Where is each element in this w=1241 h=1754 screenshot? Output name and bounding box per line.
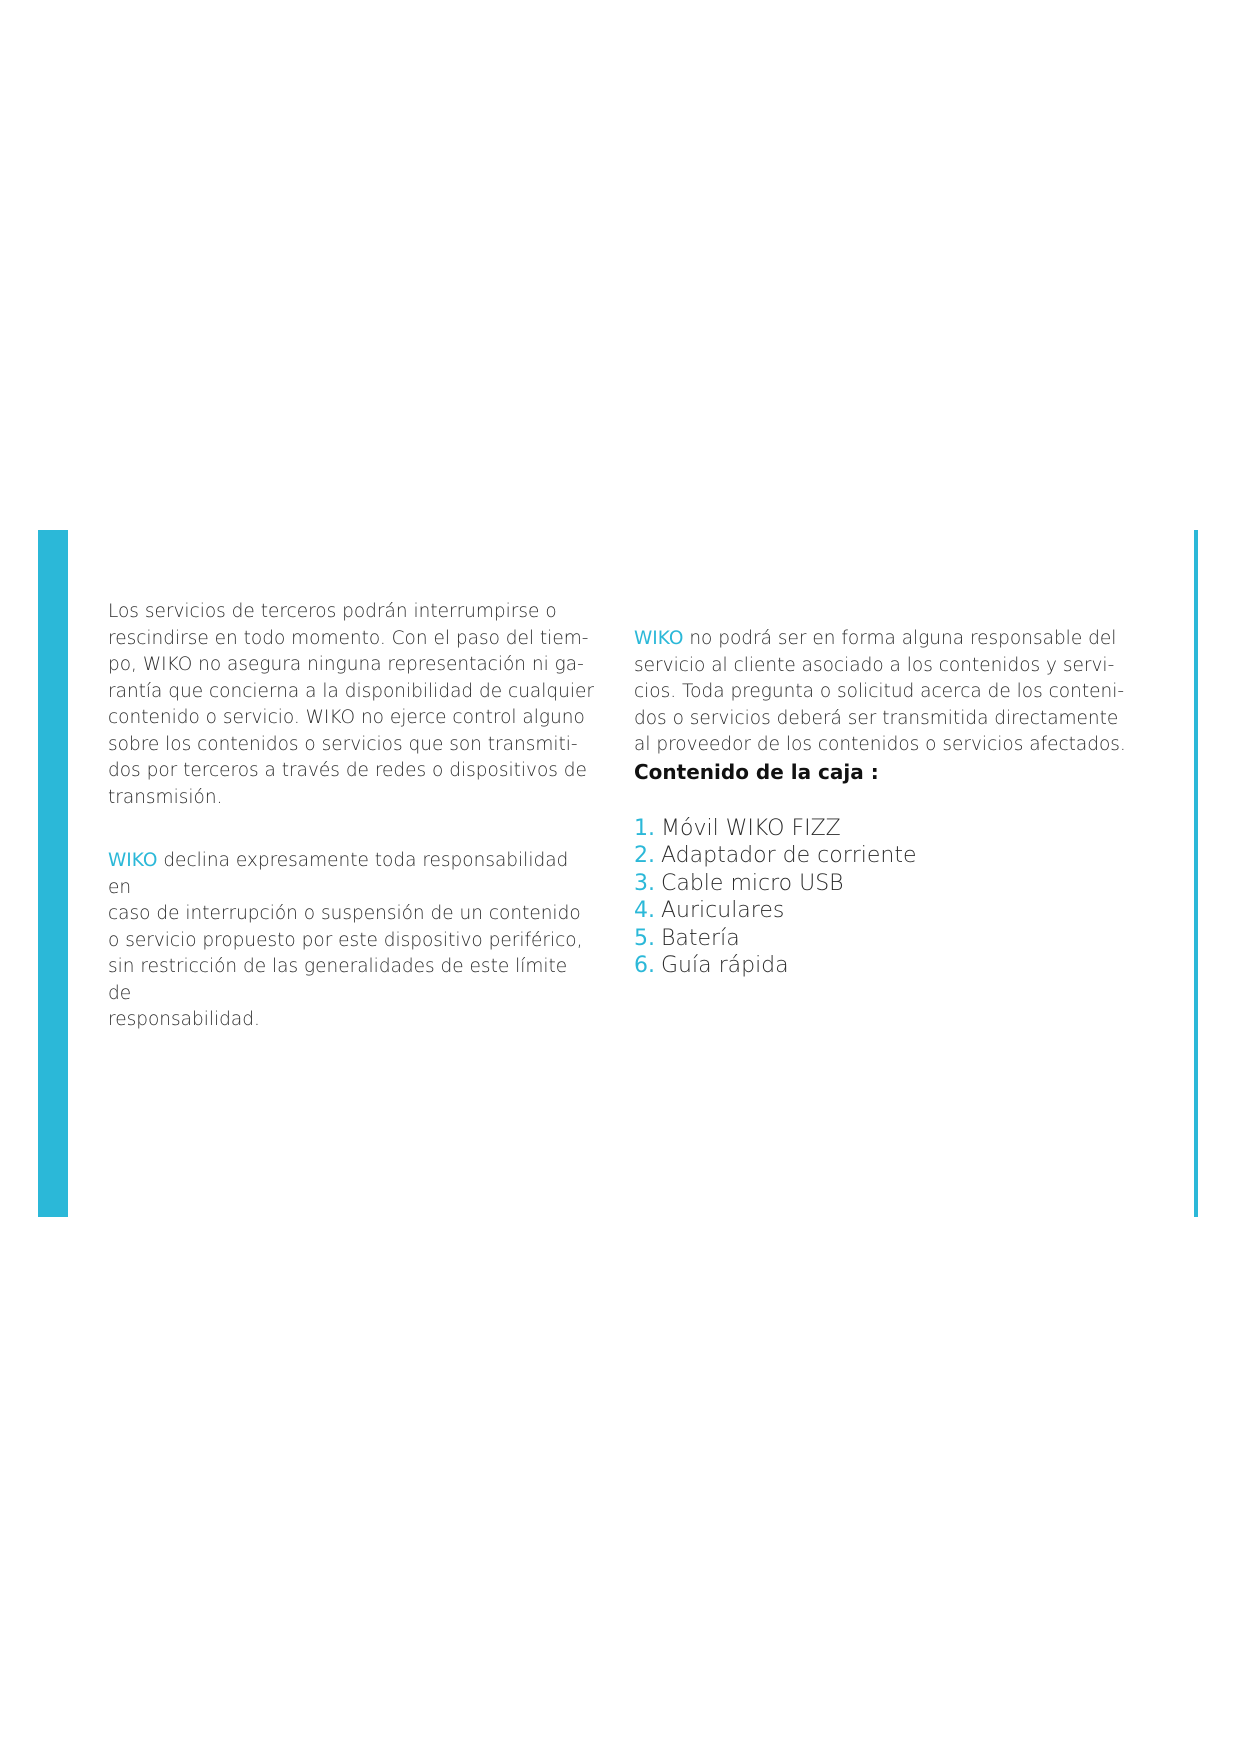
list-item bbox=[634, 842, 1134, 870]
liability-disclaimer-text: declina expresamente toda responsabilidad en caso de interrupción o suspensión de un contenido o servicio propuesto por este dispositivo periférico, sin restricción de las generalidades de este límite de responsabilidad. bbox=[108, 850, 583, 1030]
customer-service-paragraph bbox=[634, 626, 1134, 759]
left-accent-bar bbox=[38, 530, 68, 1217]
list-item-number: 1. bbox=[634, 815, 655, 841]
list-item-label: Batería bbox=[661, 925, 740, 951]
list-item-number: 6. bbox=[634, 953, 655, 978]
third-party-services-paragraph: Los servicios de terceros podrán interrumpirse o rescindirse en todo momento. Con el paso del tiem- po, WIKO no asegura ninguna representación ni ga- rantía que concierna a la disponibilidad de cualquier contenido o servicio. WIKO no ejerce control alguno sobre los contenidos o servicios que son transmiti- dos por terceros a través de redes o dispositivos de transmisión. bbox=[108, 601, 595, 808]
liability-disclaimer-paragraph bbox=[108, 848, 594, 1034]
list-item bbox=[634, 952, 1134, 980]
box-contents-list bbox=[634, 815, 1134, 980]
list-item-label: Adaptador de corriente bbox=[661, 843, 917, 868]
list-item-label: Móvil WIKO FIZZ bbox=[661, 815, 841, 841]
list-item-number: 2. bbox=[634, 843, 655, 868]
customer-service-text: no podrá ser en forma alguna responsable del servicio al cliente asociado a los contenidos y servi- cios. Toda pregunta o solicitud acerca de los conteni- dos o servicios deberá ser transmitida directamente al proveedor de los contenidos o servicios afectados. bbox=[634, 628, 1126, 755]
list-item-number: 5. bbox=[634, 925, 655, 951]
brand-name: WIKO bbox=[108, 850, 158, 871]
list-item bbox=[634, 870, 1134, 898]
list-item-number: 4. bbox=[634, 898, 655, 923]
left-column bbox=[108, 599, 594, 1034]
list-item bbox=[634, 815, 1134, 843]
list-item bbox=[634, 897, 1134, 925]
list-item-label: Cable micro USB bbox=[661, 870, 844, 896]
brand-name: WIKO bbox=[634, 628, 684, 649]
list-item-label: Auriculares bbox=[661, 898, 785, 923]
box-contents-heading: Contenido de la caja : bbox=[634, 759, 879, 784]
right-accent-line bbox=[1194, 530, 1198, 1217]
list-item bbox=[634, 925, 1134, 953]
right-column bbox=[634, 626, 1134, 980]
list-item-number: 3. bbox=[634, 870, 655, 896]
list-item-label: Guía rápida bbox=[661, 953, 789, 978]
